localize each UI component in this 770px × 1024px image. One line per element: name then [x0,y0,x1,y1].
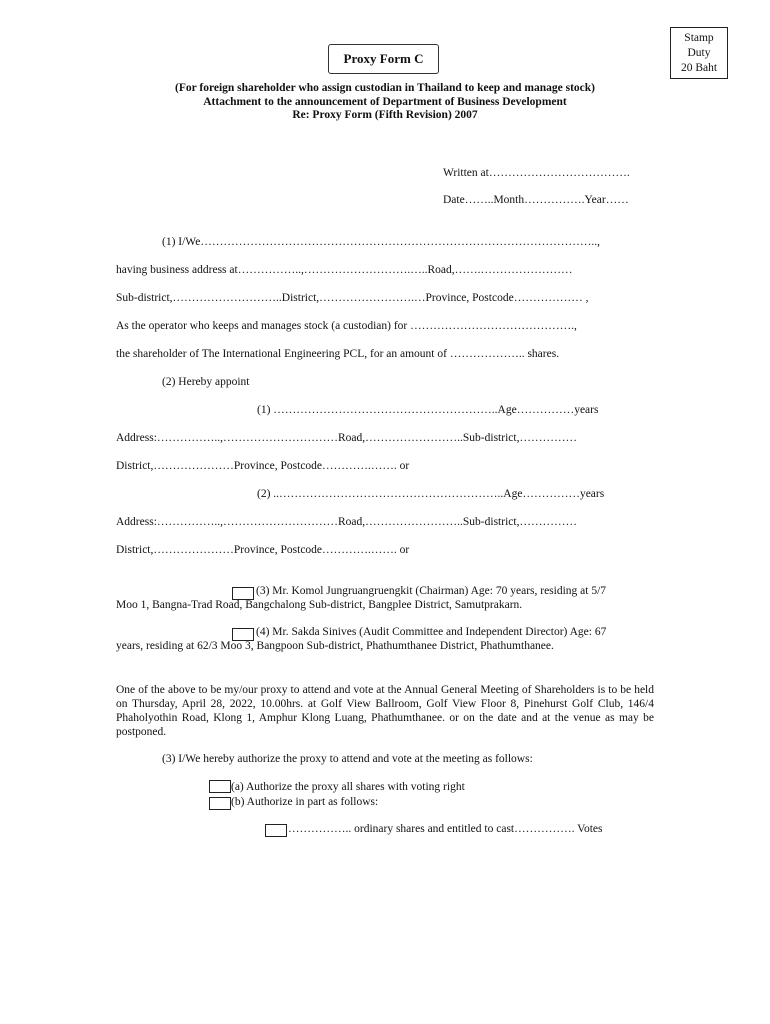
stamp-duty-box [670,27,728,79]
form-subtitle: (For foreign shareholder who assign custodian in Thailand to keep and manage stock) [174,82,596,94]
proxy1-name-field[interactable]: (1) …………………………………………………..Age……………years [257,404,599,416]
subdistrict-field[interactable]: Sub-district,………………………..District,…………………….…Province, Postcode……………… , [116,292,589,304]
ordinary-shares-field[interactable]: …………….. ordinary shares and entitled to cast……………. Votes [288,823,603,835]
re-line: Re: Proxy Form (Fifth Revision) 2007 [292,109,478,121]
form-title: Proxy Form C [328,44,439,74]
proxy4-line1: (4) Mr. Sakda Sinives (Audit Committee and Independent Director) Age: 67 [256,626,607,638]
proxy4-line2: years, residing at 62/3 Moo 3, Bangpoon Sub-district, Phathumthanee District, Phathumthanee. [116,640,554,652]
iwe-field[interactable]: (1) I/We………………………………………………………………………………………….., [162,236,600,248]
duty-label: Duty [687,47,711,59]
proxy2-district-field[interactable]: District,…………………Province, Postcode………….……. or [116,544,410,556]
stamp-amount: 20 Baht [680,62,718,74]
option-b-label: (b) Authorize in part as follows: [231,796,379,808]
stamp-label: Stamp [684,32,714,44]
date-field[interactable]: Date……..Month…………….Year…… [443,194,629,206]
option-b-checkbox[interactable] [209,797,231,810]
proxy2-name-field[interactable]: (2) ..…………………………………………………..Age……………years [257,488,605,500]
proxy3-line2: Moo 1, Bangna-Trad Road, Bangchalong Sub-district, Bangplee District, Samutprakarn. [116,599,523,611]
custodian-field[interactable]: As the operator who keeps and manages stock (a custodian) for ……………………………………., [116,320,577,332]
proxy2-address-field[interactable]: Address:……………..,…………………………Road,……………………..Sub-district,…………… [116,516,577,528]
appoint-heading: (2) Hereby appoint [162,376,250,388]
option-a-checkbox[interactable] [209,780,231,793]
proxy1-address-field[interactable]: Address:……………..,…………………………Road,……………………..Sub-district,…………… [116,432,577,444]
attachment-line: Attachment to the announcement of Department of Business Development [203,96,567,108]
proxy3-line1: (3) Mr. Komol Jungruangruengkit (Chairman) Age: 70 years, residing at 5/7 [256,585,607,597]
authorize-heading: (3) I/We hereby authorize the proxy to attend and vote at the meeting as follows: [162,753,533,765]
ordinary-shares-checkbox[interactable] [265,824,287,837]
proxy1-district-field[interactable]: District,…………………Province, Postcode………….……. or [116,460,410,472]
business-address-field[interactable]: having business address at……………..,……………………….…..Road,…….…………………… [116,264,573,276]
option-a-label: (a) Authorize the proxy all shares with voting right [231,781,465,793]
written-at-field[interactable]: Written at………………………………. [443,167,630,179]
shareholder-field[interactable]: the shareholder of The International Engineering PCL, for an amount of ……………….. shares. [116,348,560,360]
meeting-paragraph: One of the above to be my/our proxy to attend and vote at the Annual General Meeting of Shareholders is to be held on Thursday, April 28, 2022, 10.00hrs. at Golf View Ballroom, Golf View Floor 8, Pinehurst Golf Club, 146/4 Phaholyothin Road, Klong 1, Amphur Klong Luang, Phathumthanee. or on the date and at the venue as may be postponed. [116,684,654,738]
